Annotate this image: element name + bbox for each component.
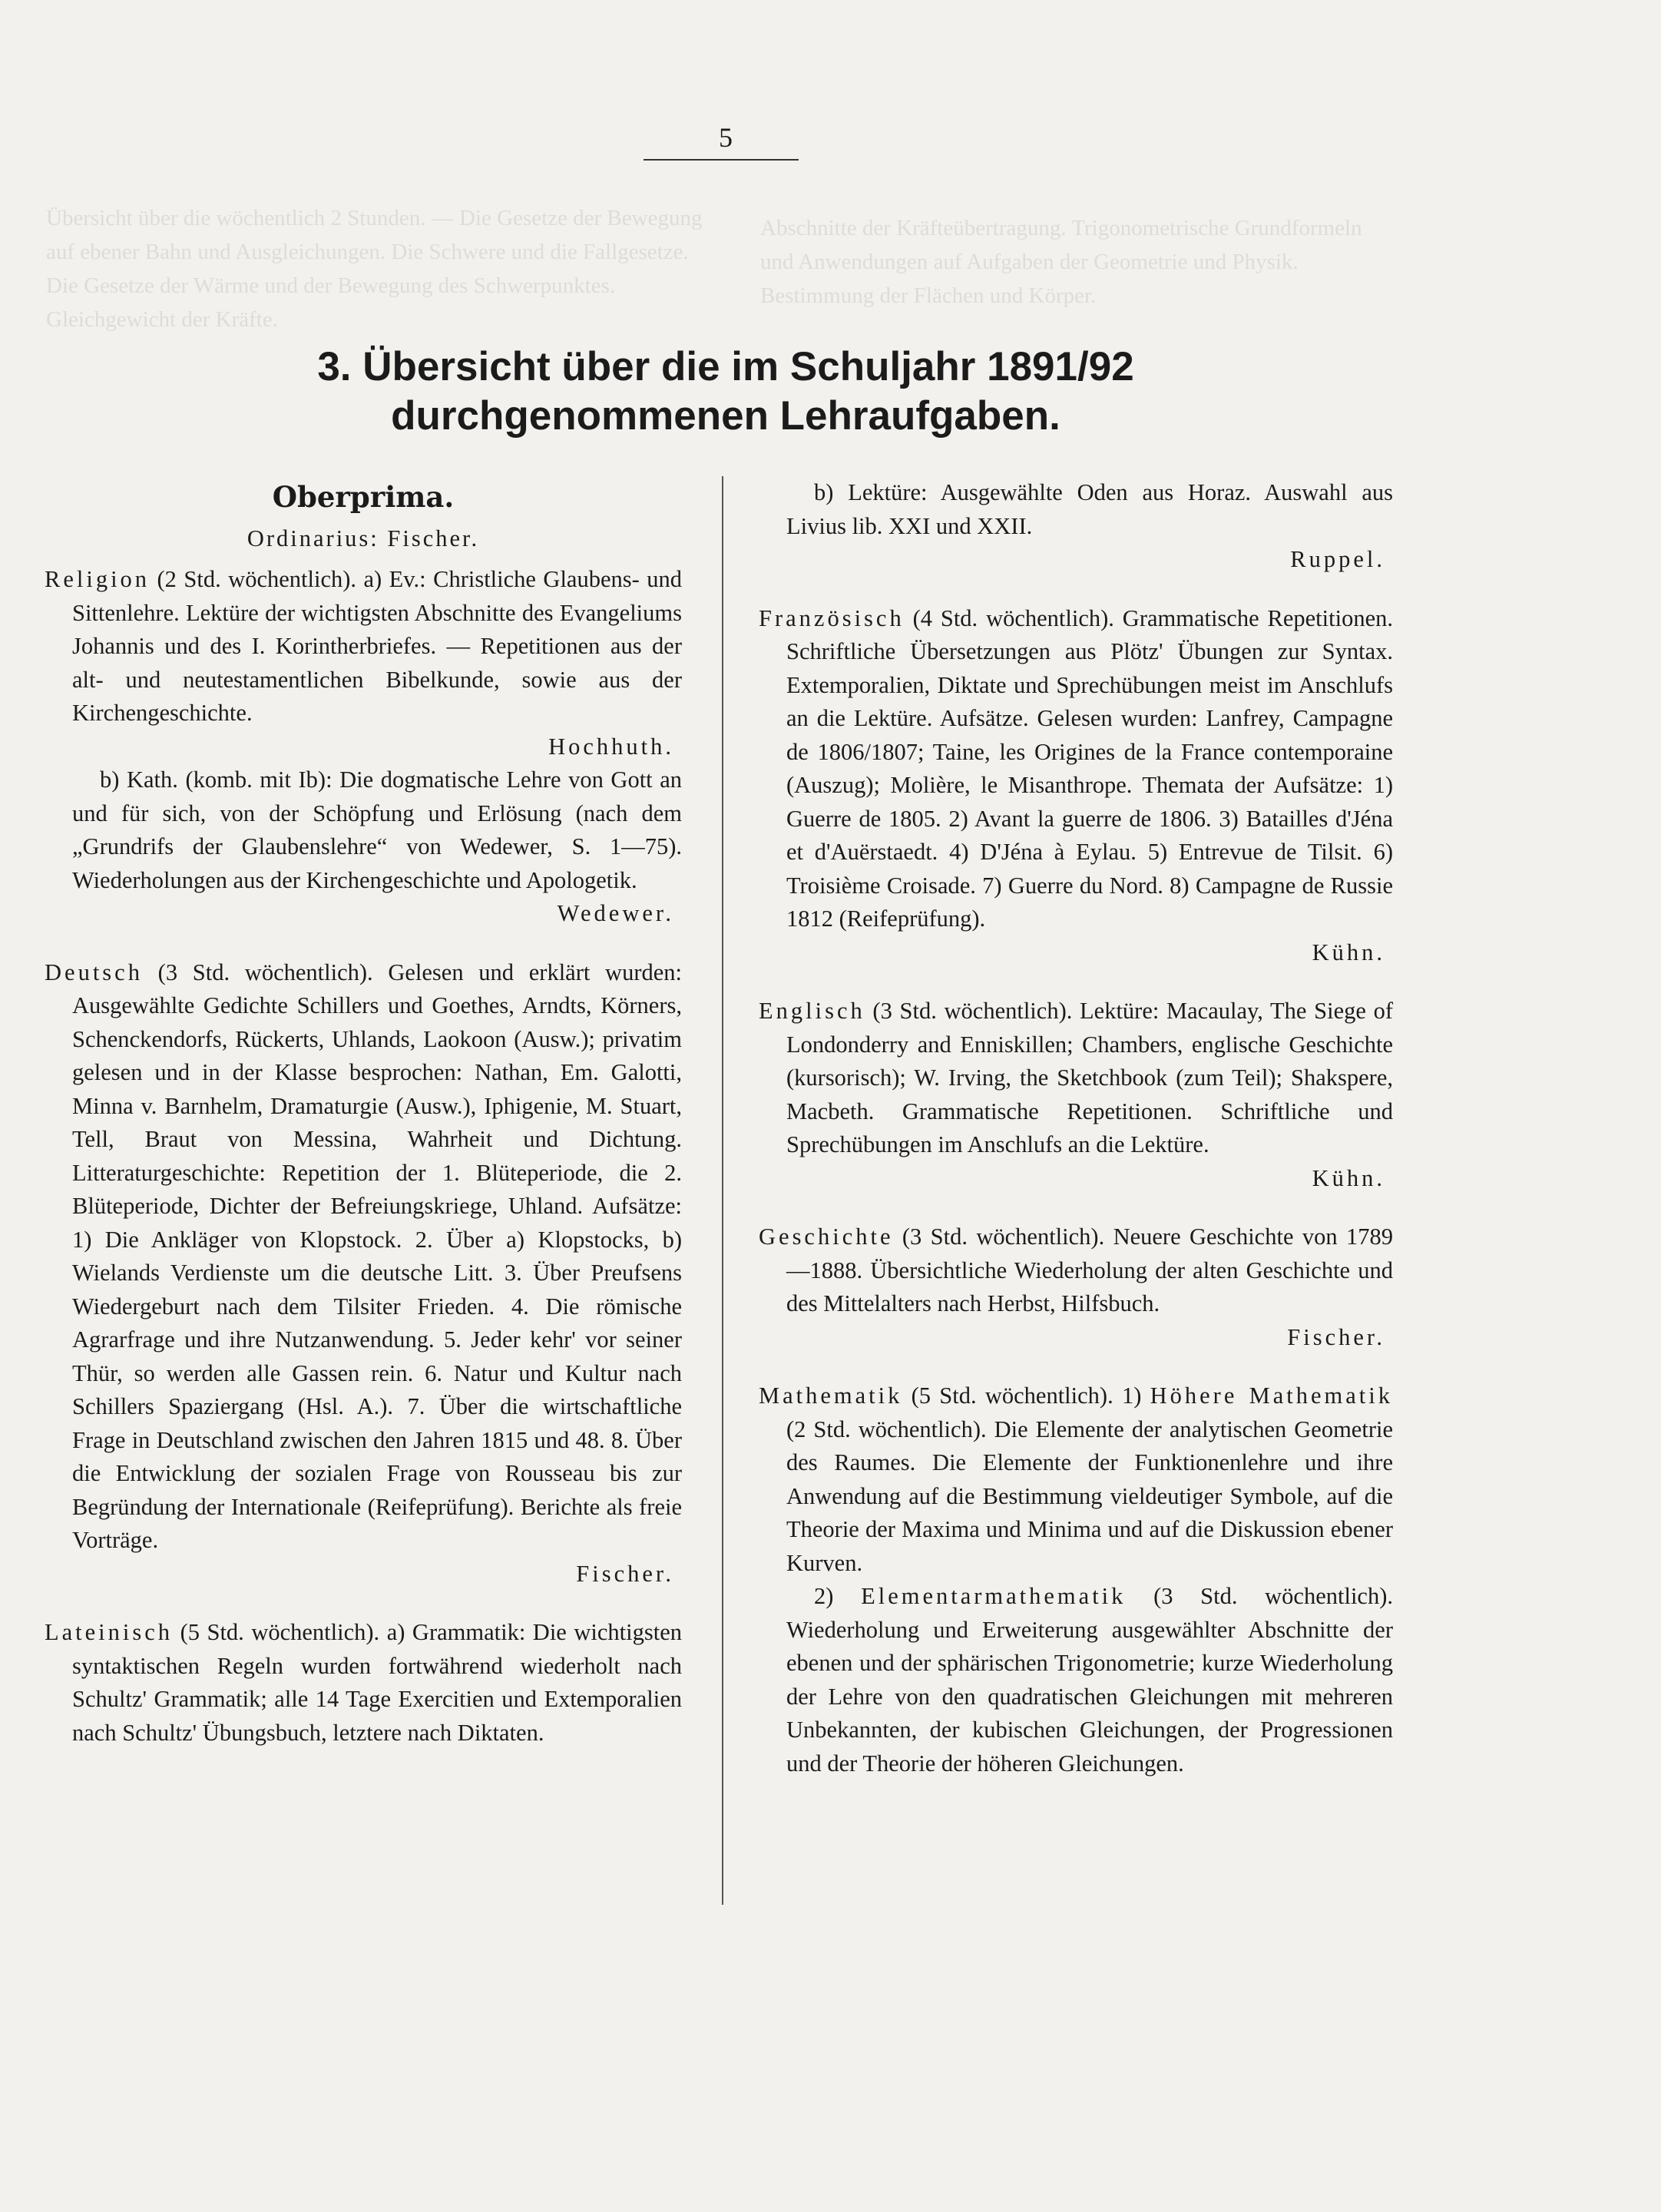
ordinarius-line: Ordinarius: Fischer. <box>247 525 480 551</box>
right-column <box>759 476 1393 1806</box>
entry-geschichte <box>759 1220 1393 1354</box>
englisch-paragraph <box>759 995 1393 1162</box>
entry-deutsch <box>45 956 682 1591</box>
teacher-kuehn-franzoesisch: Kühn. <box>1312 939 1385 965</box>
mathematik-text-2b: (3 Std. wöchentlich). Wiederholung und Erweiterung ausgewählter Abschnitte der ebenen und der sphärischen Trigonometrie; kurze Wiederholung der Lehre von den quadratischen Gleichungen mit mehreren Unbekannten, der kubischen Gleichungen, der Progressionen und der Theorie der höheren Gleichungen. <box>786 1583 1393 1777</box>
mathematik-text-2a: 2) <box>814 1583 862 1609</box>
religion-paragraph-1 <box>45 563 682 730</box>
page-number: 5 <box>719 122 733 153</box>
left-column <box>45 476 682 1775</box>
geschichte-paragraph <box>759 1220 1393 1321</box>
religion-paragraph-2: b) Kath. (komb. mit Ib): Die dogmatische Lehre von Gott an und für sich, von der Schöpfung und Erlösung (nach dem „Grundrifs der Glaubenslehre“ von Wedewer, S. 1—75). Wiederholungen aus der Kirchengeschichte und Apologetik. <box>72 767 682 893</box>
subject-deutsch: Deutsch <box>45 959 143 985</box>
deutsch-text: (3 Std. wöchentlich). Gelesen und erklärt wurden: Ausgewählte Gedichte Schillers und Goethes, Arndts, Körners, Schenckendorfs, Rückerts, Uhlands, Laokoon (Ausw.); privatim gelesen und in der Klasse besprochen: Nathan, Em. Galotti, Minna v. Barnhelm, Dramaturgie (Ausw.), Iphigenie, M. Stuart, Tell, Braut von Messina, Wahrheit und Dichtung. Litteraturgeschichte: Repetition der 1. Blüteperiode, die 2. Blüteperiode, Dichter der Befreiungskriege, Uhland. Aufsätze: 1) Die Ankläger von Klopstock. 2. Über a) Klopstocks, b) Wielands Verdienste um die deutsche Litt. 3. Über Preufsens Wiedergeburt nach dem Tilsiter Frieden. 4. Die römische Agrarfrage und ihre Nutzanwendung. 5. Jeder kehr' vor seiner Thür, so werden alle Gassen rein. 6. Natur und Kultur nach Schillers Spaziergang (Hsl. A.). 7. Über die wirtschaftliche Frage in Deutschland zwischen den Jahren 1815 und 48. 8. Über die Entwicklung der sozialen Frage von Rousseau bis zur Begründung der Internationale (Reifeprüfung). Berichte als freie Vorträge. <box>72 959 682 1553</box>
column-divider <box>722 476 723 1905</box>
mathematik-paragraph-2 <box>759 1580 1393 1780</box>
entry-latein <box>45 1616 682 1750</box>
subject-religion: Religion <box>45 566 151 592</box>
teacher-fischer-deutsch: Fischer. <box>576 1560 674 1587</box>
page-title <box>0 343 1451 441</box>
franzoesisch-paragraph <box>759 602 1393 936</box>
teacher-ruppel: Ruppel. <box>1290 546 1385 572</box>
subject-mathematik: Mathematik <box>759 1382 903 1409</box>
title-line-1: 3. Übersicht über die im Schuljahr 1891/92 <box>317 344 1134 389</box>
mathematik-text-1b: (2 Std. wöchentlich). Die Elemente der analytischen Geometrie des Raumes. Die Elemente der Funktionenlehre und ihre Anwendung auf die Bestimmung vieldeutiger Symbole, auf die Theorie der Maxima und Minima und auf die Diskussion ebener Kurven. <box>786 1416 1393 1576</box>
mathematik-paragraph-1 <box>759 1379 1393 1580</box>
latein-text: (5 Std. wöchentlich). a) Grammatik: Die wichtigsten syntaktischen Regeln wurden fortwährend wiederholt nach Schultz' Grammatik; alle 14 Tage Exercitien und Extemporalien nach Schultz' Übungsbuch, letztere nach Diktaten. <box>72 1619 682 1746</box>
section-heading: Oberprima. <box>272 480 455 514</box>
bleed-through-left: Übersicht über die wöchentlich 2 Stunden. — Die Gesetze der Bewegung auf ebener Bahn und Ausgleichungen. Die Schwere und die Fallgesetze. Die Gesetze der Wärme und der Bewegung des Schwerpunktes. Gleichgewicht der Kräfte. <box>46 206 703 332</box>
mathematik-sub-elementar: Elementarmathematik <box>861 1583 1127 1609</box>
latein-paragraph <box>45 1616 682 1750</box>
religion-text-1: (2 Std. wöchentlich). a) Ev.: Christliche Glaubens- und Sittenlehre. Lektüre der wichtigsten Abschnitte des Evangeliums Johannis und des I. Korintherbriefes. — Repetitionen aus der alt- und neutestamentlichen Bibelkunde, sowie aus der Kirchengeschichte. <box>72 566 682 726</box>
entry-franzoesisch <box>759 602 1393 970</box>
deutsch-paragraph <box>45 956 682 1558</box>
teacher-hochhuth: Hochhuth. <box>548 733 674 760</box>
entry-englisch <box>759 995 1393 1195</box>
title-line-2: durchgenommenen Lehraufgaben. <box>391 393 1060 439</box>
subject-franzoesisch: Französisch <box>759 604 905 631</box>
teacher-wedewer: Wedewer. <box>557 900 674 926</box>
header-rule <box>644 159 799 161</box>
franzoesisch-text: (4 Std. wöchentlich). Grammatische Repetitionen. Schriftliche Übersetzungen aus Plötz' Übungen zur Syntax. Extemporalien, Diktate und Sprechübungen meist im Anschlufs an die Lektüre. Aufsätze. Gelesen wurden: Lanfrey, Campagne de 1806/1807; Taine, les Origines de la France contemporaine (Auszug); Molière, le Misanthrope. Themata der Aufsätze: 1) Guerre de 1805. 2) Avant la guerre de 1806. 3) Batailles d'Jéna et d'Auërstaedt. 4) D'Jéna à Eylau. 5) Entrevue de Tilsit. 6) Troisième Croisade. 7) Guerre du Nord. 8) Campagne de Russie 1812 (Reifeprüfung). <box>786 604 1393 932</box>
bleed-through-right: Abschnitte der Kräfteübertragung. Trigonometrische Grundformeln und Anwendungen auf Aufgaben der Geometrie und Physik. Bestimmung der Flächen und Körper. <box>760 216 1362 308</box>
mathematik-text-1a: (5 Std. wöchentlich). 1) <box>902 1382 1150 1409</box>
subject-latein: Lateinisch <box>45 1619 174 1645</box>
teacher-kuehn-englisch: Kühn. <box>1312 1164 1385 1191</box>
subject-englisch: Englisch <box>759 998 865 1024</box>
entry-mathematik <box>759 1379 1393 1780</box>
englisch-text: (3 Std. wöchentlich). Lektüre: Macaulay, The Siege of Londonderry and Enniskillen; Chambers, englische Geschichte (kursorisch); W. Irving, the Sketchbook (zum Teil); Shakspere, Macbeth. Grammatische Repetitionen. Schriftliche und Sprechübungen im Anschlufs an die Lektüre. <box>786 998 1393 1157</box>
geschichte-text: (3 Std. wöchentlich). Neuere Geschichte von 1789—1888. Übersichtliche Wiederholung der alten Geschichte und des Mittelalters nach Herbst, Hilfsbuch. <box>786 1224 1393 1316</box>
teacher-fischer-geschichte: Fischer. <box>1287 1323 1385 1350</box>
mathematik-sub-hoehere: Höhere Mathematik <box>1150 1382 1393 1409</box>
latein-lektuere-paragraph: b) Lektüre: Ausgewählte Oden aus Horaz. Auswahl aus Livius lib. XXI und XXII. <box>786 479 1393 539</box>
subject-geschichte: Geschichte <box>759 1224 894 1250</box>
entry-latein-continued <box>759 476 1393 577</box>
entry-religion <box>45 563 682 931</box>
